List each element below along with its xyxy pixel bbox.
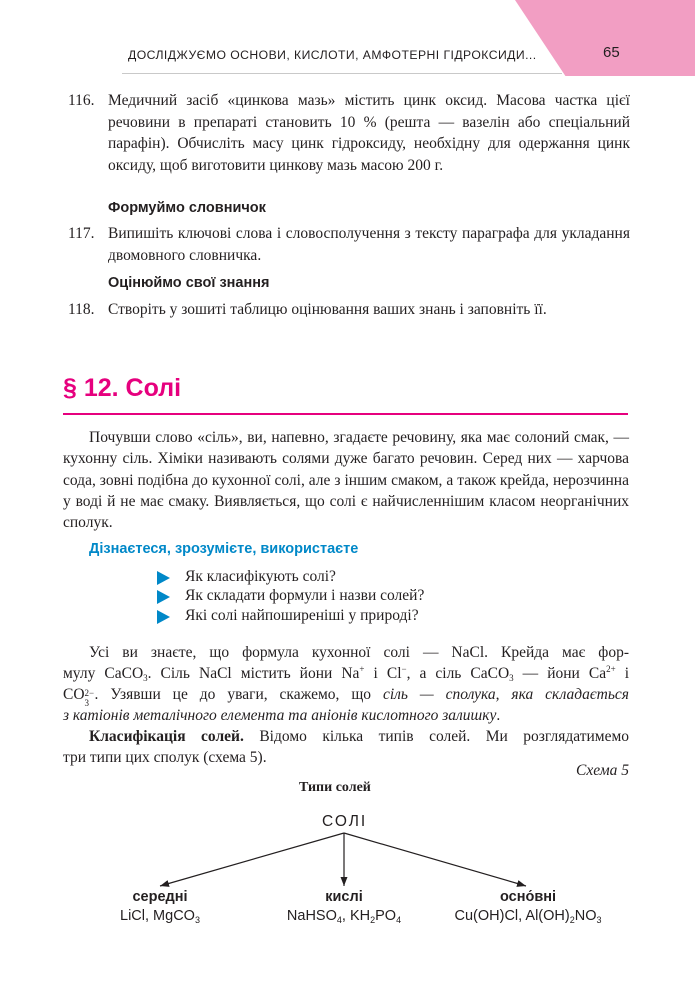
- scheme-label: Схема 5: [576, 762, 629, 779]
- running-header: ДОСЛІДЖУЄМО ОСНОВИ, КИСЛОТИ, АМФОТЕРНІ ГІДРОКСИДИ...: [128, 48, 537, 62]
- paragraph-line: мулу CaCO$_3$. Сіль NaCl містить йони Na+ і Cl−, а сіль CaCO$_3$ — йони $Ca^{2+}$ і: [63, 664, 630, 683]
- scheme-title: Типи солей: [299, 780, 371, 795]
- task-number: 118.: [68, 301, 95, 318]
- header-divider: [122, 73, 562, 74]
- learning-goal-text: Як складати формули і назви солей?: [185, 587, 425, 604]
- section-title: § 12. Солі: [63, 374, 182, 402]
- branch-middle-salts: середні: [132, 889, 188, 905]
- intro-paragraph: Почувши слово «сіль», ви, напевно, згадаєте речовину, яка має солоний смак, — кухонну сіль. Хіміки називають солями дуже багато речовин. Серед них — харчова сода, зовні подібна до кухонної солі, але з іншим смаком, а також крейда, нерозчинна у воді й не має смаку. Виявляється, що солі є найчисленнішим класом неорганічних сполук.: [63, 429, 629, 532]
- paragraph-line: Усі ви знаєте, що формула кухонної солі — NaCl. Крейда має фор-: [89, 644, 629, 661]
- learning-goal-text: Які солі найпоширеніші у природі?: [185, 607, 419, 624]
- triangle-bullet-icon: [157, 610, 170, 624]
- salt-definition: сіль — сполука, яка складається: [382, 686, 629, 703]
- task-number: 116.: [68, 92, 95, 109]
- triangle-bullet-icon: [157, 571, 170, 585]
- paragraph-line: CO 2− 3 . Узявши це до уваги, скажемо, що сіль — сполука, яка складається: [63, 686, 629, 708]
- learning-goal-text: Як класифікують солі?: [185, 568, 336, 585]
- task-118: [68, 299, 630, 321]
- subheading-self-check: Оцінюймо свої знання: [108, 275, 270, 291]
- arrow-to-middle-salts: [160, 833, 344, 886]
- section-title-underline: [63, 413, 628, 415]
- salt-definition: з катіонів металічного елемента та аніонів кислотного залишку: [63, 707, 497, 724]
- carbonate-ion-charge: 2− 3: [84, 688, 95, 708]
- task-116: [68, 90, 630, 176]
- page-corner-tab: [515, 0, 695, 76]
- scheme-root-node: СОЛІ: [322, 813, 368, 830]
- branch-example-middle: LiCl, MgCO$_3$: [120, 908, 200, 925]
- branch-acid-salts: кислі: [325, 889, 363, 905]
- branch-example-acid: NaHSO$_4$, $KH_2PO_4$: [286, 908, 402, 925]
- task-text: Випишіть ключові слова і словосполучення з тексту параграфа для укладання двомовного словничка.: [108, 225, 630, 264]
- page-number: 65: [603, 44, 620, 61]
- branch-example-basic: Cu(OH)Cl, $Al(OH)_2NO_3$: [454, 908, 602, 925]
- task-text: Медичний засіб «цинкова мазь» містить цинк оксид. Масова частка цієї речовини в препараті становить 10 % (решта — вазелін або спеціальний парафін). Обчисліть масу цинк гідроксиду, необхідну для одержання цинк оксиду, щоб виготовити цинкову мазь масою 200 г.: [108, 92, 630, 174]
- paragraph-line: з катіонів металічного елемента та аніонів кислотного залишку.: [63, 707, 501, 724]
- subheading-vocabulary: Формуймо словничок: [108, 200, 266, 216]
- paragraph-line: три типи цих сполук (схема 5).: [63, 749, 267, 766]
- classification-term: Класифікація солей.: [89, 728, 244, 745]
- paragraph-line: Класифікація солей. Відомо кілька типів солей. Ми розглядатимемо: [89, 728, 630, 745]
- arrow-to-basic-salts: [344, 833, 526, 886]
- triangle-bullet-icon: [157, 590, 170, 604]
- branch-basic-salts: осно́вні: [499, 889, 557, 905]
- task-text: Створіть у зошиті таблицю оцінювання ваших знань і заповніть її.: [108, 301, 547, 318]
- task-117: [68, 223, 630, 266]
- learning-goals-heading: Дізнаєтеся, зрозумієте, використаєте: [89, 541, 359, 557]
- task-number: 117.: [68, 225, 95, 242]
